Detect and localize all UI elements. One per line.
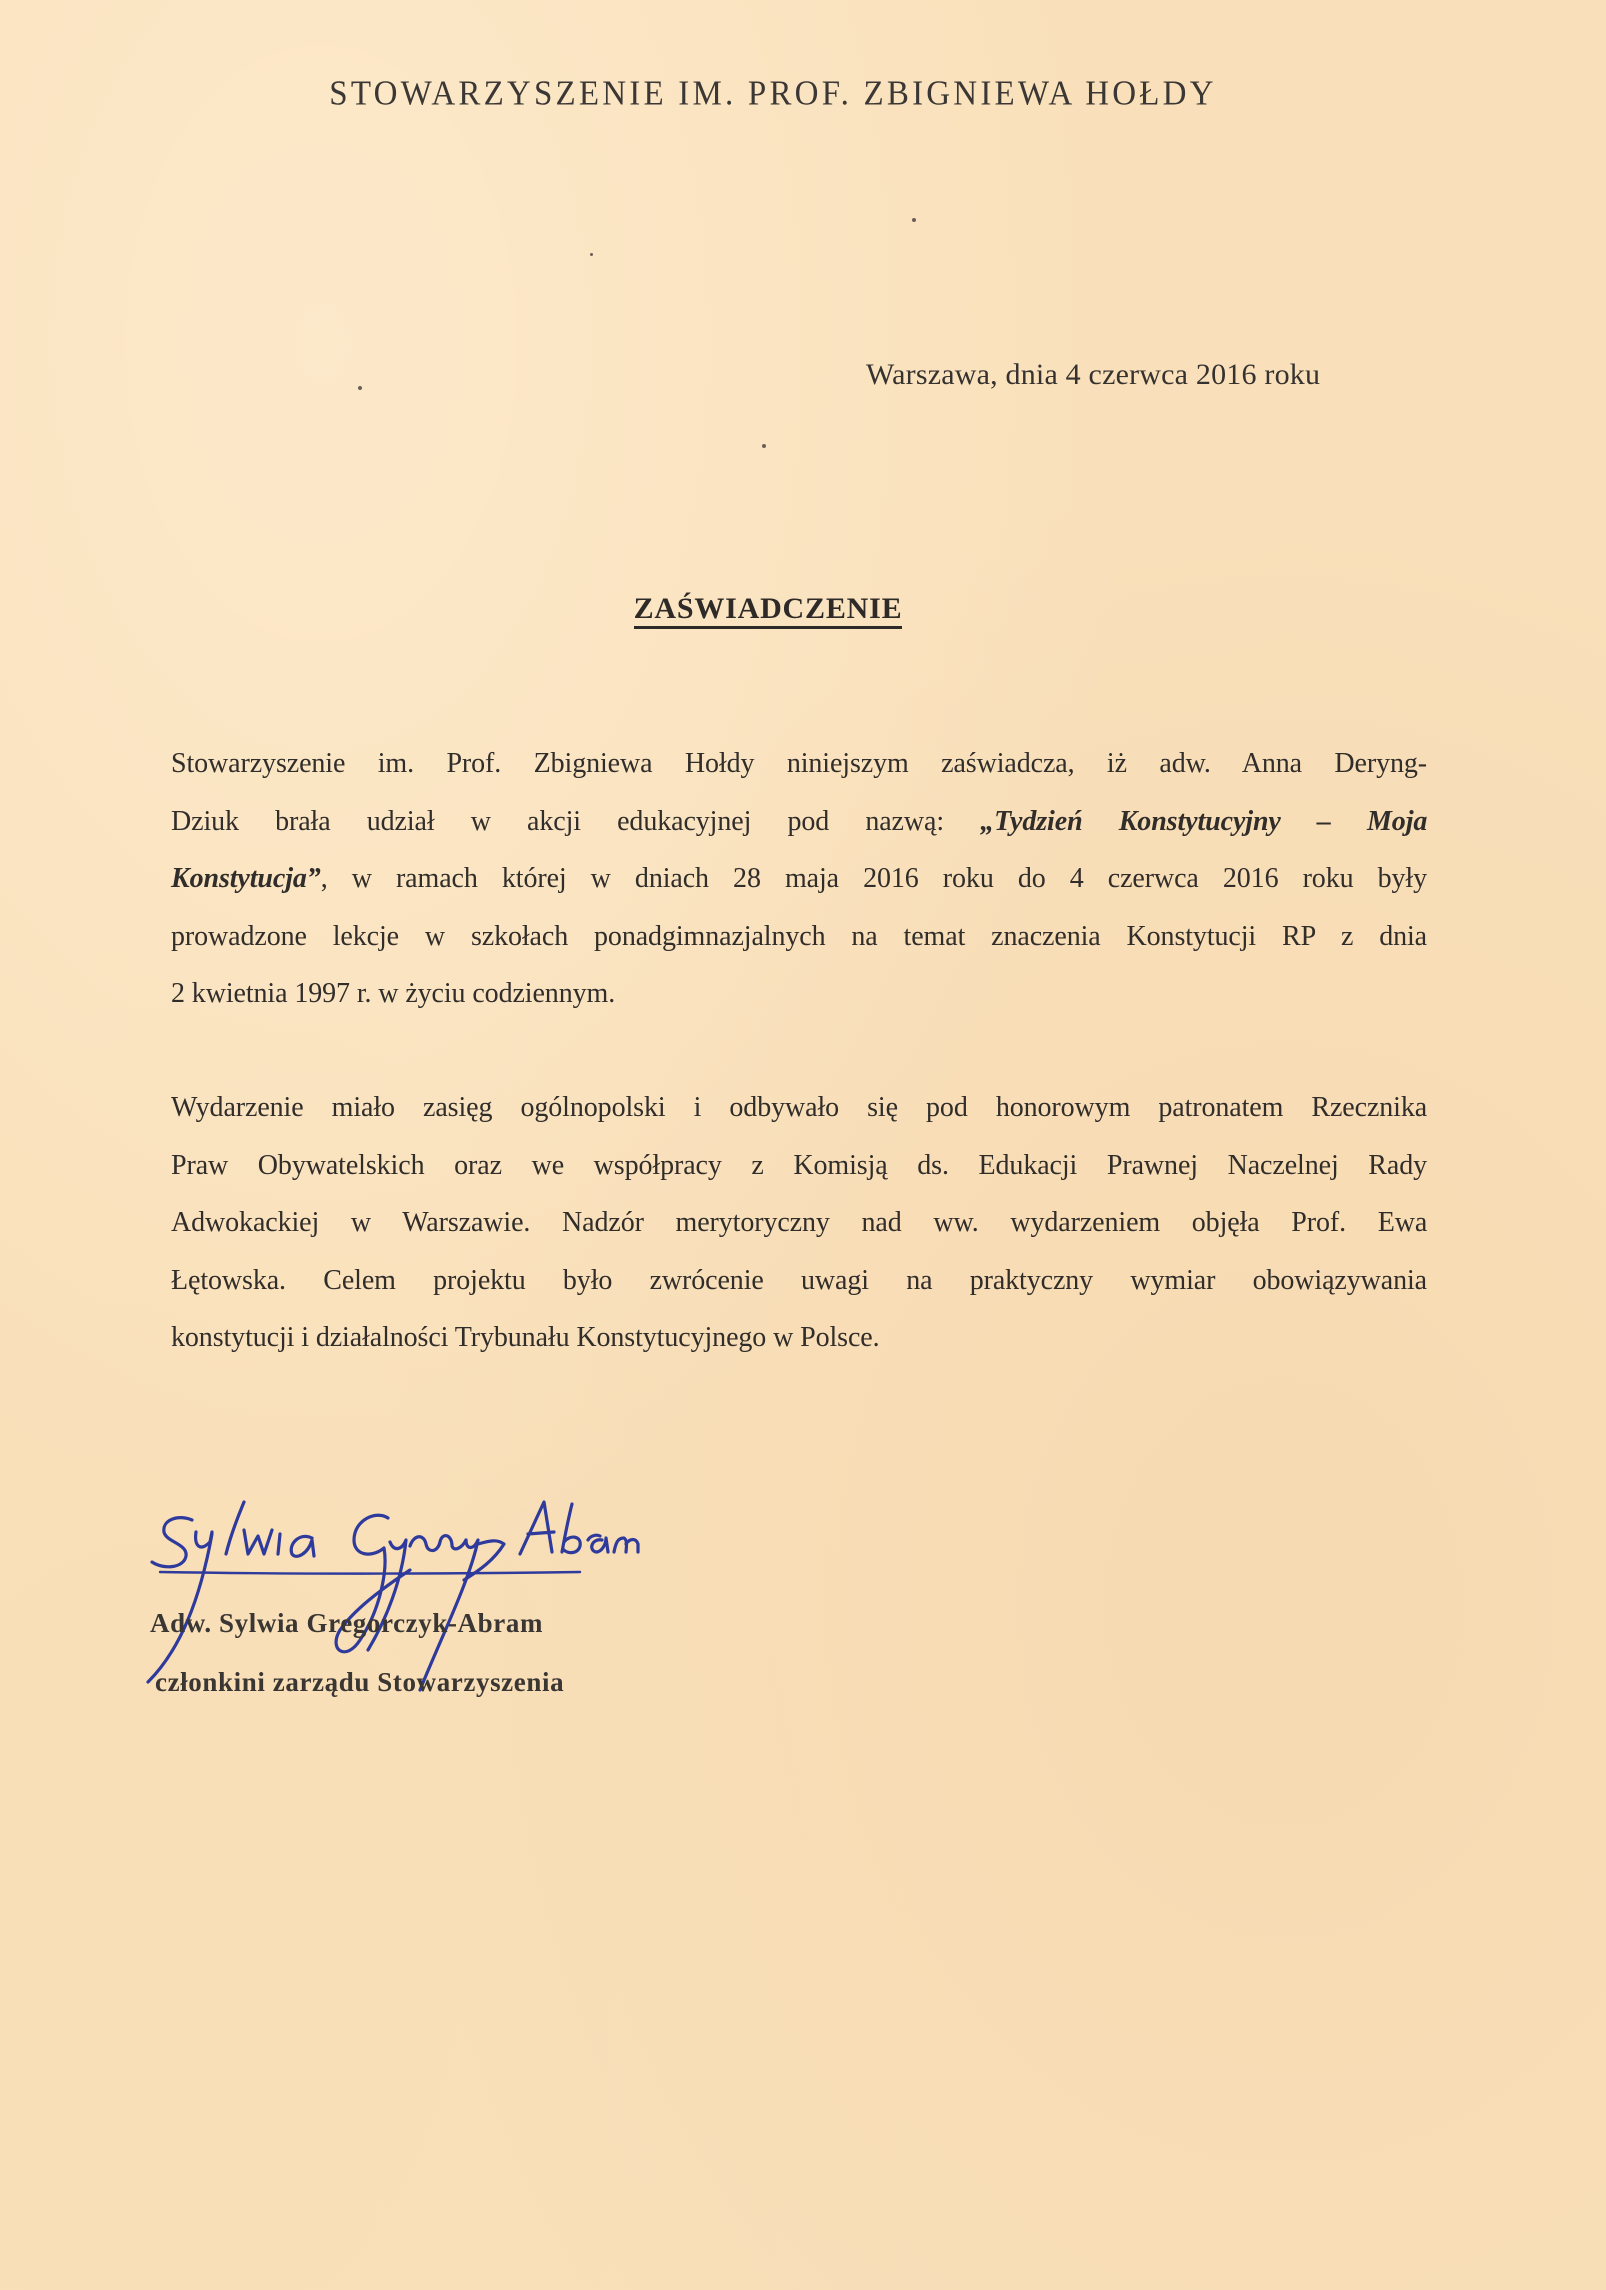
paragraph-line <box>171 850 1427 908</box>
letterhead-organization: STOWARZYSZENIE IM. PROF. ZBIGNIEWA HOŁDY <box>329 75 1217 113</box>
paragraph-line: Praw Obywatelskich oraz we współpracy z Komisją ds. Edukacji Prawnej Naczelnej Rady <box>171 1149 1427 1181</box>
paragraph-line: Adwokackiej w Warszawie. Nadzór merytoryczny nad ww. wydarzeniem objęła Prof. Ewa <box>171 1207 1428 1238</box>
paragraph-text: , w ramach której w dniach 28 maja 2016 roku do 4 czerwca 2016 roku były <box>320 863 1427 894</box>
document-title-text: ZAŚWIADCZENIE <box>634 592 903 629</box>
signer-role: członkini zarządu Stowarzyszenia <box>155 1667 565 1697</box>
paragraph-line: 2 kwietnia 1997 r. w życiu codziennym. <box>171 978 616 1009</box>
body-paragraph-2 <box>171 1079 1427 1367</box>
paragraph-line: prowadzone lekcje w szkołach ponadgimnazjalnych na temat znaczenia Konstytucji RP z dnia <box>171 920 1427 952</box>
paper-speck <box>358 386 362 390</box>
paragraph-line: Wydarzenie miało zasięg ogólnopolski i odbywało się pod honorowym patronatem Rzecznika <box>171 1092 1428 1123</box>
event-name-part-1: „Tydzień Konstytucyjny – Moja <box>980 805 1428 837</box>
paragraph-line: Łętowska. Celem projektu było zwrócenie uwagi na praktyczny wymiar obowiązywania <box>171 1264 1427 1296</box>
paper-speck <box>762 444 766 448</box>
paragraph-line: konstytucji i działalności Trybunału Konstytucyjnego w Polsce. <box>171 1322 880 1353</box>
signer-name: Adw. Sylwia Gregorczyk-Abram <box>150 1608 544 1638</box>
paper-speck <box>590 253 593 256</box>
event-name-part-2: Konstytucja” <box>171 863 321 894</box>
document-title <box>0 592 1606 626</box>
paragraph-line <box>171 793 1427 851</box>
paragraph-line: Stowarzyszenie im. Prof. Zbigniewa Hołdy niniejszym zaświadcza, iż adw. Anna Deryng- <box>171 748 1427 779</box>
date-line: Warszawa, dnia 4 czerwca 2016 roku <box>866 358 1321 391</box>
paper-speck <box>912 218 916 222</box>
body-paragraph-1 <box>171 735 1427 1023</box>
paragraph-text: Dziuk brała udział w akcji edukacyjnej pod nazwą: <box>171 805 981 837</box>
